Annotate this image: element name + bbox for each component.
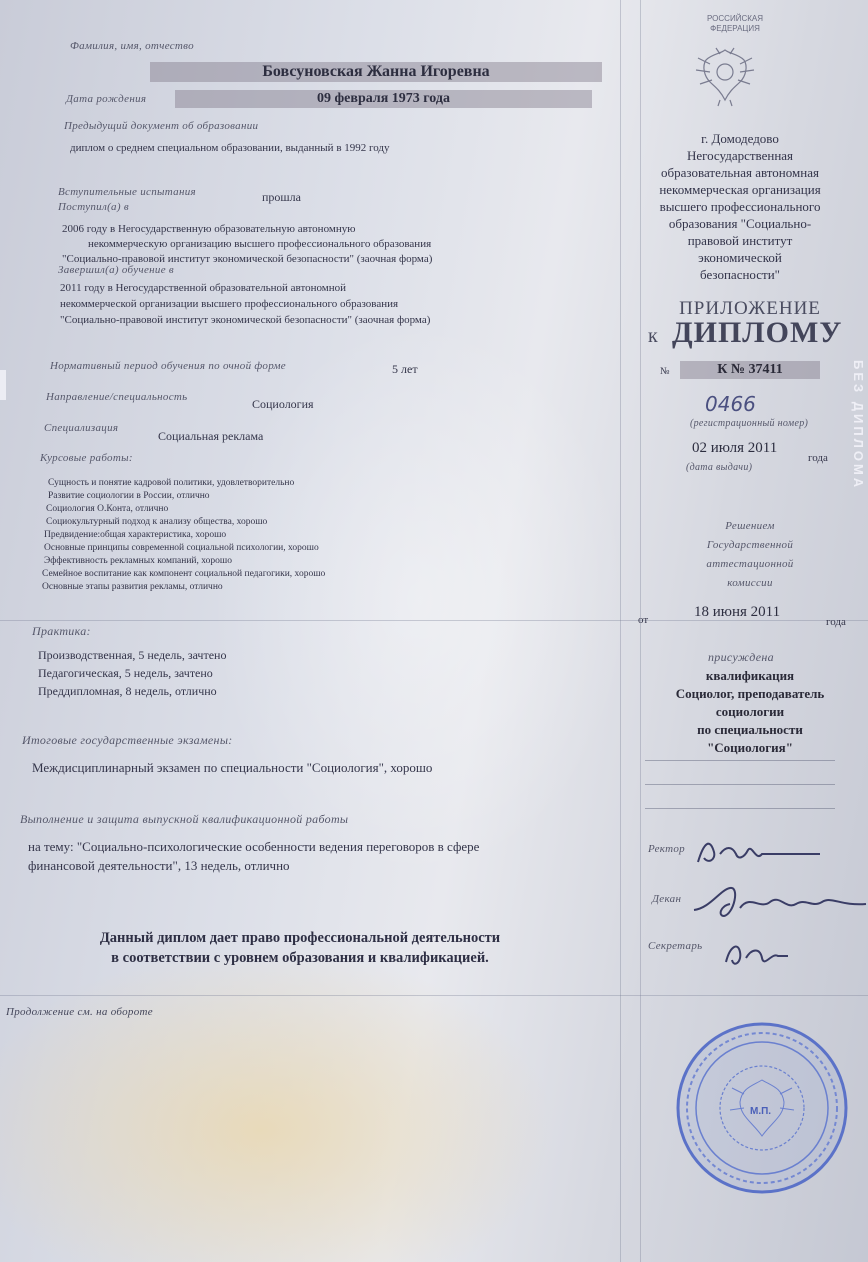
ruled-line xyxy=(645,760,835,761)
awarded-label: присуждена xyxy=(708,650,774,664)
continued-note: Продолжение см. на обороте xyxy=(6,1006,153,1018)
institution-line: образовательная автономная xyxy=(661,165,819,180)
decision-line: аттестационной xyxy=(706,558,794,570)
coat-of-arms-icon xyxy=(690,40,760,110)
period-label: Нормативный период обучения по очной форме xyxy=(50,360,286,372)
entrance-label: Вступительные испытания xyxy=(58,186,196,198)
qualification-line: "Социология" xyxy=(707,740,793,755)
coursework-label: Курсовые работы: xyxy=(40,452,133,464)
decision-line: Государственной xyxy=(706,539,794,551)
dean-signature-icon xyxy=(690,880,868,925)
institution-line: Негосударственная xyxy=(686,148,794,163)
decision-year-word: года xyxy=(826,616,846,628)
prev-doc-value: диплом о среднем специальном образовании, выданный в 1992 году xyxy=(70,142,390,154)
decision-date: 18 июня 2011 xyxy=(694,604,781,620)
institution-line: безопасности" xyxy=(700,267,780,282)
qualification-line: Социолог, преподаватель xyxy=(675,686,825,701)
qualification-line: квалификация xyxy=(705,668,795,683)
completed-label: Завершил(а) обучение в xyxy=(58,264,174,276)
full-name: Бовсуновская Жанна Игоревна xyxy=(150,62,602,82)
issue-label: (дата выдачи) xyxy=(686,462,753,473)
rector-signature-icon xyxy=(690,832,830,872)
coursework-item: Социокультурный подход к анализу общества, хорошо xyxy=(46,517,268,527)
exams-label: Итоговые государственные экзамены: xyxy=(22,733,233,747)
ruled-line xyxy=(645,808,835,809)
entrance-value: прошла xyxy=(262,190,301,204)
enrolled-line: некоммерческую организацию высшего профессионального образования xyxy=(88,238,432,250)
decision-line: комиссии xyxy=(727,577,773,589)
completed-line: некоммерческой организации высшего профессионального образования xyxy=(60,298,399,310)
qualification-line: социологии xyxy=(715,704,785,719)
supplement-title-prefix: к xyxy=(648,325,658,347)
qualification-line: по специальности xyxy=(697,722,803,737)
coursework-item: Развитие социологии в России, отлично xyxy=(48,491,210,501)
column-divider xyxy=(620,0,621,1262)
supplement-title-main: ДИПЛОМУ xyxy=(672,316,843,349)
institution-line: экономической xyxy=(698,250,782,265)
country-line: РОССИЙСКАЯ xyxy=(707,14,763,23)
supplement-title: ПРИЛОЖЕНИЕ xyxy=(679,298,821,319)
direction-label: Направление/специальность xyxy=(46,391,188,403)
institution-line: г. Домодедово xyxy=(701,131,779,146)
secretary-signature-icon xyxy=(716,928,796,976)
date-of-birth: 09 февраля 1973 года xyxy=(175,90,592,108)
dean-label: Декан xyxy=(652,893,682,905)
edge-mark xyxy=(0,370,6,400)
practice-label: Практика: xyxy=(32,624,91,638)
institution-line: образования "Социально- xyxy=(668,216,812,231)
rights-line: в соответствии с уровнем образования и квалификацией. xyxy=(111,950,489,966)
enrolled-label: Поступил(а) в xyxy=(58,201,129,213)
enrolled-line: 2006 году в Негосударственную образовательную автономную xyxy=(62,223,356,235)
period-value: 5 лет xyxy=(392,362,418,376)
direction-value: Социология xyxy=(252,397,314,411)
edge-watermark: БЕЗ ДИПЛОМА xyxy=(851,360,866,491)
coursework-item: Основные этапы развития рекламы, отлично xyxy=(42,582,223,592)
ruled-line xyxy=(645,784,835,785)
specialization-value: Социальная реклама xyxy=(158,429,264,443)
institution-line: высшего профессионального xyxy=(659,199,821,214)
seal-text: М.П. xyxy=(750,1106,772,1117)
completed-line: "Социально-правовой институт экономической безопасности" (заочная форма) xyxy=(60,314,431,326)
decision-line: Решением xyxy=(725,520,775,532)
thesis-line: финансовой деятельности", 13 недель, отлично xyxy=(28,858,290,873)
issue-date: 02 июля 2011 xyxy=(692,440,778,456)
country-line: ФЕДЕРАЦИЯ xyxy=(710,24,760,33)
dob-label: Дата рождения xyxy=(66,93,147,105)
secretary-label: Секретарь xyxy=(648,940,703,952)
practice-item: Педагогическая, 5 недель, зачтено xyxy=(38,666,213,680)
diploma-number: К № 37411 xyxy=(680,361,820,379)
thesis-line: на тему: "Социально-психологические особенности ведения переговоров в сфере xyxy=(28,839,480,854)
institution-block xyxy=(640,130,840,283)
prev-doc-label: Предыдущий документ об образовании xyxy=(64,120,259,132)
number-prefix: № xyxy=(660,366,670,377)
fio-label: Фамилия, имя, отчество xyxy=(70,40,194,52)
exams-value: Междисциплинарный экзамен по специальности "Социология", хорошо xyxy=(32,760,433,775)
coursework-item: Семейное воспитание как компонент социальной педагогики, хорошо xyxy=(42,569,326,579)
practice-item: Преддипломная, 8 недель, отлично xyxy=(38,684,217,698)
completed-line: 2011 году в Негосударственной образовательной автономной xyxy=(60,282,347,294)
coursework-item: Социология О.Конта, отлично xyxy=(46,504,169,514)
rector-label: Ректор xyxy=(648,843,685,855)
issue-year-word: года xyxy=(808,452,828,464)
practice-item: Производственная, 5 недель, зачтено xyxy=(38,648,227,662)
coursework-item: Предвидение:общая характеристика, хорошо xyxy=(44,530,227,540)
specialization-label: Специализация xyxy=(44,422,119,434)
coursework-item: Основные принципы современной социальной психологии, хорошо xyxy=(44,543,319,553)
enrolled-line: "Социально-правовой институт экономической безопасности" (заочная форма) xyxy=(62,253,433,265)
institution-line: некоммерческая организация xyxy=(659,182,821,197)
registration-label: (регистрационный номер) xyxy=(690,418,809,429)
institution-line: правовой институт xyxy=(687,233,793,248)
rights-line: Данный диплом дает право профессиональной деятельности xyxy=(99,930,501,946)
row-divider xyxy=(0,995,868,996)
coursework-item: Сущность и понятие кадровой политики, удовлетворительно xyxy=(48,478,295,488)
from-word: от xyxy=(638,614,649,626)
coursework-item: Эффективность рекламных компаний, хорошо xyxy=(44,556,232,566)
thesis-label: Выполнение и защита выпускной квалификационной работы xyxy=(20,812,349,826)
registration-number: 0466 xyxy=(705,392,756,416)
